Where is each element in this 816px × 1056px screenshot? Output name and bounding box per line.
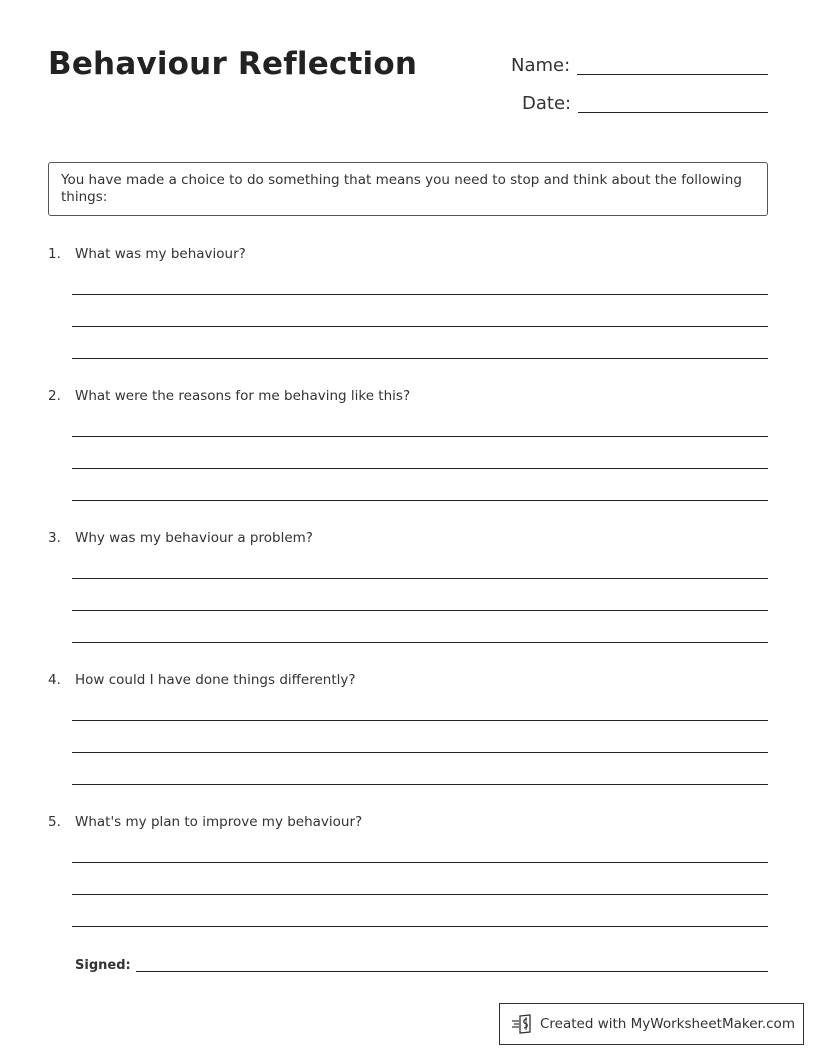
page-title: Behaviour Reflection [48,46,418,82]
question-text: How could I have done things differently? [75,672,356,688]
instruction-box: You have made a choice to do something that means you need to stop and think about the following things: [48,162,768,216]
answer-line[interactable] [72,358,768,359]
question-2 [48,388,768,406]
date-label: Date: [522,93,572,114]
answer-line[interactable] [72,926,768,927]
question-4 [48,672,768,690]
question-text: What was my behaviour? [75,246,246,262]
answer-line[interactable] [72,294,768,295]
signature-input-line[interactable] [136,957,768,972]
answer-line[interactable] [72,642,768,643]
answer-line[interactable] [72,578,768,579]
answer-line[interactable] [72,720,768,721]
question-number: 5. [48,814,61,830]
footer-badge [499,1003,804,1045]
answer-line[interactable] [72,862,768,863]
name-input-line[interactable] [577,54,768,75]
signed-label: Signed: [75,958,131,973]
question-text: What's my plan to improve my behaviour? [75,814,363,830]
question-1 [48,246,768,264]
answer-line[interactable] [72,894,768,895]
date-input-line[interactable] [578,92,768,113]
question-number: 4. [48,672,61,688]
question-number: 3. [48,530,61,546]
question-text: Why was my behaviour a problem? [75,530,313,546]
answer-line[interactable] [72,500,768,501]
answer-line[interactable] [72,784,768,785]
question-number: 2. [48,388,61,404]
answer-line[interactable] [72,326,768,327]
date-field [522,92,768,113]
name-field [511,54,768,75]
answer-line[interactable] [72,436,768,437]
footer-text[interactable]: Created with MyWorksheetMaker.com [540,1016,795,1032]
worksheet-maker-logo-icon [511,1012,535,1036]
question-5 [48,814,768,832]
question-text: What were the reasons for me behaving like this? [75,388,411,404]
answer-line[interactable] [72,752,768,753]
signature-field [75,957,768,972]
name-label: Name: [511,55,571,76]
answer-line[interactable] [72,468,768,469]
answer-line[interactable] [72,610,768,611]
question-number: 1. [48,246,61,262]
question-3 [48,530,768,548]
